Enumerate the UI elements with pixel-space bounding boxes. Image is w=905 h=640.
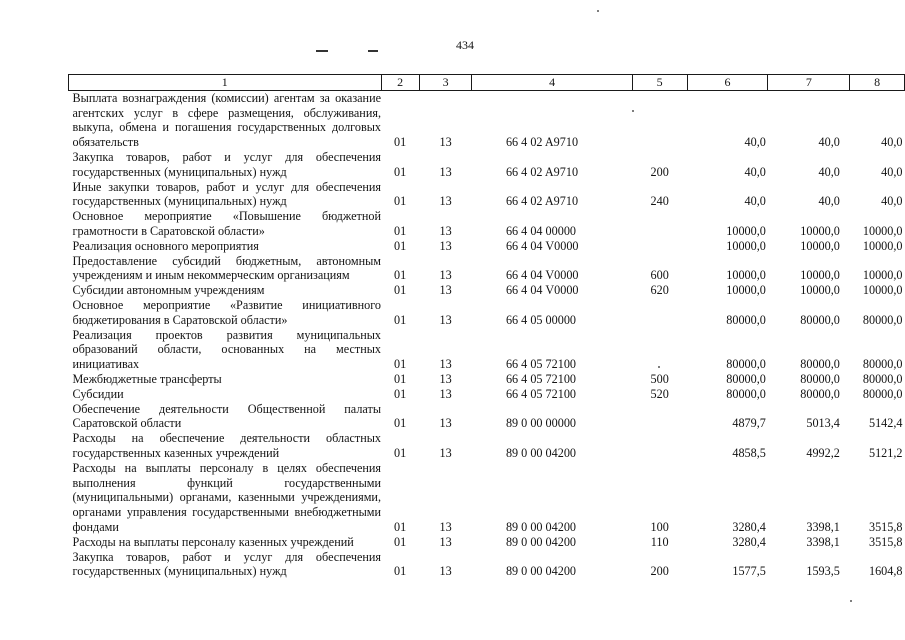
header-cell: 4 bbox=[472, 75, 632, 91]
target-article-code: 66 4 02 A9710 bbox=[505, 135, 579, 150]
table-row bbox=[69, 550, 905, 580]
item-name: Расходы на выплаты персоналу казенных учреждений bbox=[72, 534, 354, 549]
section-code: 01 bbox=[394, 534, 407, 549]
subsection-code: 13 bbox=[439, 194, 452, 209]
section-code: 01 bbox=[394, 416, 407, 431]
amount-year-2: 80000,0 bbox=[800, 371, 840, 386]
section-code: 01 bbox=[394, 223, 407, 238]
amount-year-2: 3398,1 bbox=[806, 519, 840, 534]
amount-year-3: 10000,0 bbox=[862, 223, 903, 238]
item-name: Расходы на выплаты персоналу в целях обеспечения выполнения функций государственными (муниципальными) органами, казенными учреждениями, органами управления государственными внебюджетными фондами bbox=[72, 460, 382, 534]
target-article-code: 66 4 04 V0000 bbox=[505, 238, 579, 253]
section-code: 01 bbox=[394, 312, 407, 327]
header-cell: 7 bbox=[768, 75, 850, 91]
amount-year-2: 80000,0 bbox=[800, 386, 840, 401]
amount-year-1: 40,0 bbox=[744, 164, 766, 179]
subsection-code: 13 bbox=[439, 164, 452, 179]
item-name: Основное мероприятие «Повышение бюджетной грамотности в Саратовской области» bbox=[72, 209, 382, 238]
target-article-code: 89 0 00 04200 bbox=[505, 519, 577, 534]
amount-year-3: 80000,0 bbox=[862, 312, 903, 327]
amount-year-2: 10000,0 bbox=[800, 283, 840, 298]
table-row bbox=[69, 431, 905, 461]
subsection-code: 13 bbox=[439, 223, 452, 238]
target-article-code: 89 0 00 04200 bbox=[505, 445, 577, 460]
target-article-code: 66 4 04 V0000 bbox=[505, 268, 579, 283]
amount-year-1: 3280,4 bbox=[732, 534, 766, 549]
target-article-code: 66 4 05 72100 bbox=[505, 357, 577, 372]
amount-year-3: 3515,8 bbox=[868, 519, 903, 534]
table-row bbox=[69, 372, 905, 387]
amount-year-3: 10000,0 bbox=[862, 283, 903, 298]
amount-year-1: 40,0 bbox=[744, 194, 766, 209]
table-row bbox=[69, 298, 905, 328]
subsection-code: 13 bbox=[439, 283, 452, 298]
subsection-code: 13 bbox=[439, 312, 452, 327]
header-row bbox=[69, 75, 905, 91]
expense-type-code: 500 bbox=[650, 371, 669, 386]
amount-year-2: 40,0 bbox=[818, 135, 840, 150]
amount-year-3: 40,0 bbox=[881, 194, 903, 209]
target-article-code: 66 4 05 72100 bbox=[505, 386, 577, 401]
amount-year-1: 10000,0 bbox=[726, 283, 766, 298]
header-cell: 1 bbox=[69, 75, 382, 91]
amount-year-1: 80000,0 bbox=[726, 386, 766, 401]
expense-type-code: 620 bbox=[650, 283, 669, 298]
item-name: Закупка товаров, работ и услуг для обеспечения государственных (муниципальных) нужд bbox=[72, 149, 382, 179]
amount-year-2: 40,0 bbox=[818, 194, 840, 209]
amount-year-1: 80000,0 bbox=[726, 312, 766, 327]
subsection-code: 13 bbox=[439, 135, 452, 150]
expense-type-code bbox=[632, 328, 687, 372]
target-article-code: 89 0 00 04200 bbox=[505, 534, 577, 549]
expense-type-code: 100 bbox=[650, 519, 669, 534]
item-name: Основное мероприятие «Развитие инициативного бюджетирования в Саратовской области» bbox=[72, 297, 382, 327]
amount-year-1: 80000,0 bbox=[726, 357, 766, 372]
target-article-code: 89 0 00 04200 bbox=[505, 564, 577, 579]
section-code: 01 bbox=[394, 371, 407, 386]
target-article-code: 66 4 02 A9710 bbox=[505, 164, 579, 179]
item-name: Предоставление субсидий бюджетным, автономным учреждениям и иным некоммерческим организациям bbox=[72, 253, 382, 283]
amount-year-1: 40,0 bbox=[744, 135, 766, 150]
expense-type-code bbox=[632, 239, 687, 254]
scan-dot bbox=[597, 10, 599, 12]
amount-year-2: 4992,2 bbox=[806, 445, 840, 460]
subsection-code: 13 bbox=[439, 445, 452, 460]
budget-table bbox=[68, 74, 905, 579]
amount-year-3: 80000,0 bbox=[862, 386, 903, 401]
section-code: 01 bbox=[394, 386, 407, 401]
amount-year-1: 4879,7 bbox=[732, 416, 766, 431]
table-row bbox=[69, 328, 905, 372]
item-name: Реализация основного мероприятия bbox=[72, 238, 259, 253]
scan-dot bbox=[850, 600, 852, 602]
amount-year-2: 10000,0 bbox=[800, 268, 840, 283]
section-code: 01 bbox=[394, 164, 407, 179]
table-row bbox=[69, 90, 905, 150]
subsection-code: 13 bbox=[439, 416, 452, 431]
section-code: 01 bbox=[394, 564, 407, 579]
target-article-code: 66 4 04 00000 bbox=[505, 223, 577, 238]
section-code: 01 bbox=[394, 357, 407, 372]
amount-year-2: 10000,0 bbox=[800, 238, 840, 253]
amount-year-3: 80000,0 bbox=[862, 357, 903, 372]
amount-year-3: 40,0 bbox=[881, 164, 903, 179]
subsection-code: 13 bbox=[439, 238, 452, 253]
item-name: Субсидии bbox=[72, 386, 124, 401]
expense-type-code: 110 bbox=[650, 534, 669, 549]
scan-mark bbox=[316, 50, 328, 52]
table-row bbox=[69, 180, 905, 210]
header-cell: 8 bbox=[850, 75, 905, 91]
page-number: 434 bbox=[456, 38, 474, 52]
subsection-code: 13 bbox=[439, 519, 452, 534]
amount-year-1: 10000,0 bbox=[726, 223, 766, 238]
scan-mark bbox=[368, 50, 378, 52]
target-article-code: 66 4 04 V0000 bbox=[505, 283, 579, 298]
item-name: Иные закупки товаров, работ и услуг для обеспечения государственных (муниципальных) нужд bbox=[72, 179, 382, 209]
expense-type-code bbox=[632, 431, 687, 461]
table-row bbox=[69, 283, 905, 298]
table-row bbox=[69, 239, 905, 254]
table-row bbox=[69, 150, 905, 180]
amount-year-2: 3398,1 bbox=[806, 534, 840, 549]
item-name: Закупка товаров, работ и услуг для обеспечения государственных (муниципальных) нужд bbox=[72, 549, 382, 579]
table-row bbox=[69, 209, 905, 239]
header-cell: 5 bbox=[632, 75, 687, 91]
target-article-code: 66 4 05 72100 bbox=[505, 371, 577, 386]
target-article-code: 89 0 00 00000 bbox=[505, 416, 577, 431]
amount-year-3: 1604,8 bbox=[868, 564, 903, 579]
subsection-code: 13 bbox=[439, 357, 452, 372]
amount-year-3: 5121,2 bbox=[868, 445, 903, 460]
amount-year-3: 3515,8 bbox=[868, 534, 903, 549]
amount-year-1: 4858,5 bbox=[732, 445, 766, 460]
table-row bbox=[69, 461, 905, 535]
expense-type-code: 200 bbox=[650, 164, 669, 179]
amount-year-3: 5142,4 bbox=[868, 416, 903, 431]
table-row bbox=[69, 254, 905, 284]
header-cell: 2 bbox=[381, 75, 419, 91]
subsection-code: 13 bbox=[439, 564, 452, 579]
amount-year-1: 10000,0 bbox=[726, 268, 766, 283]
item-name: Обеспечение деятельности Общественной палаты Саратовской области bbox=[72, 401, 382, 431]
section-code: 01 bbox=[394, 445, 407, 460]
amount-year-3: 10000,0 bbox=[862, 238, 903, 253]
subsection-code: 13 bbox=[439, 534, 452, 549]
amount-year-1: 80000,0 bbox=[726, 371, 766, 386]
item-name: Субсидии автономным учреждениям bbox=[72, 283, 265, 298]
section-code: 01 bbox=[394, 238, 407, 253]
section-code: 01 bbox=[394, 519, 407, 534]
subsection-code: 13 bbox=[439, 386, 452, 401]
item-name: Расходы на обеспечение деятельности областных государственных казенных учреждений bbox=[72, 431, 382, 460]
item-name: Межбюджетные трансферты bbox=[72, 371, 222, 386]
amount-year-2: 80000,0 bbox=[800, 357, 840, 372]
table-row bbox=[69, 387, 905, 402]
table-row bbox=[69, 402, 905, 432]
expense-type-code bbox=[632, 402, 687, 432]
amount-year-2: 1593,5 bbox=[806, 564, 840, 579]
table-row bbox=[69, 535, 905, 550]
expense-type-code bbox=[632, 90, 687, 150]
amount-year-2: 5013,4 bbox=[806, 416, 840, 431]
amount-year-2: 80000,0 bbox=[800, 312, 840, 327]
expense-type-code: 520 bbox=[650, 386, 669, 401]
expense-type-code bbox=[632, 298, 687, 328]
subsection-code: 13 bbox=[439, 268, 452, 283]
amount-year-1: 10000,0 bbox=[726, 238, 766, 253]
amount-year-2: 40,0 bbox=[818, 164, 840, 179]
expense-type-code: 600 bbox=[650, 268, 669, 283]
subsection-code: 13 bbox=[439, 371, 452, 386]
target-article-code: 66 4 05 00000 bbox=[505, 312, 577, 327]
target-article-code: 66 4 02 A9710 bbox=[505, 194, 579, 209]
header-cell: 3 bbox=[419, 75, 472, 91]
item-name: Выплата вознаграждения (комиссии) агентам за оказание агентских услуг в сфере размещения, обслуживания, выкупа, обмена и погашения государственных долговых обязательств bbox=[72, 90, 382, 150]
amount-year-1: 3280,4 bbox=[732, 519, 766, 534]
amount-year-3: 10000,0 bbox=[862, 268, 903, 283]
section-code: 01 bbox=[394, 283, 407, 298]
amount-year-1: 1577,5 bbox=[732, 564, 766, 579]
expense-type-code bbox=[632, 209, 687, 239]
section-code: 01 bbox=[394, 194, 407, 209]
expense-type-code: 200 bbox=[650, 564, 669, 579]
header-cell: 6 bbox=[687, 75, 768, 91]
amount-year-2: 10000,0 bbox=[800, 223, 840, 238]
section-code: 01 bbox=[394, 135, 407, 150]
section-code: 01 bbox=[394, 268, 407, 283]
expense-type-code: 240 bbox=[650, 194, 669, 209]
amount-year-3: 40,0 bbox=[881, 135, 903, 150]
item-name: Реализация проектов развития муниципальных образований области, основанных на местных инициативах bbox=[72, 327, 382, 372]
amount-year-3: 80000,0 bbox=[862, 371, 903, 386]
